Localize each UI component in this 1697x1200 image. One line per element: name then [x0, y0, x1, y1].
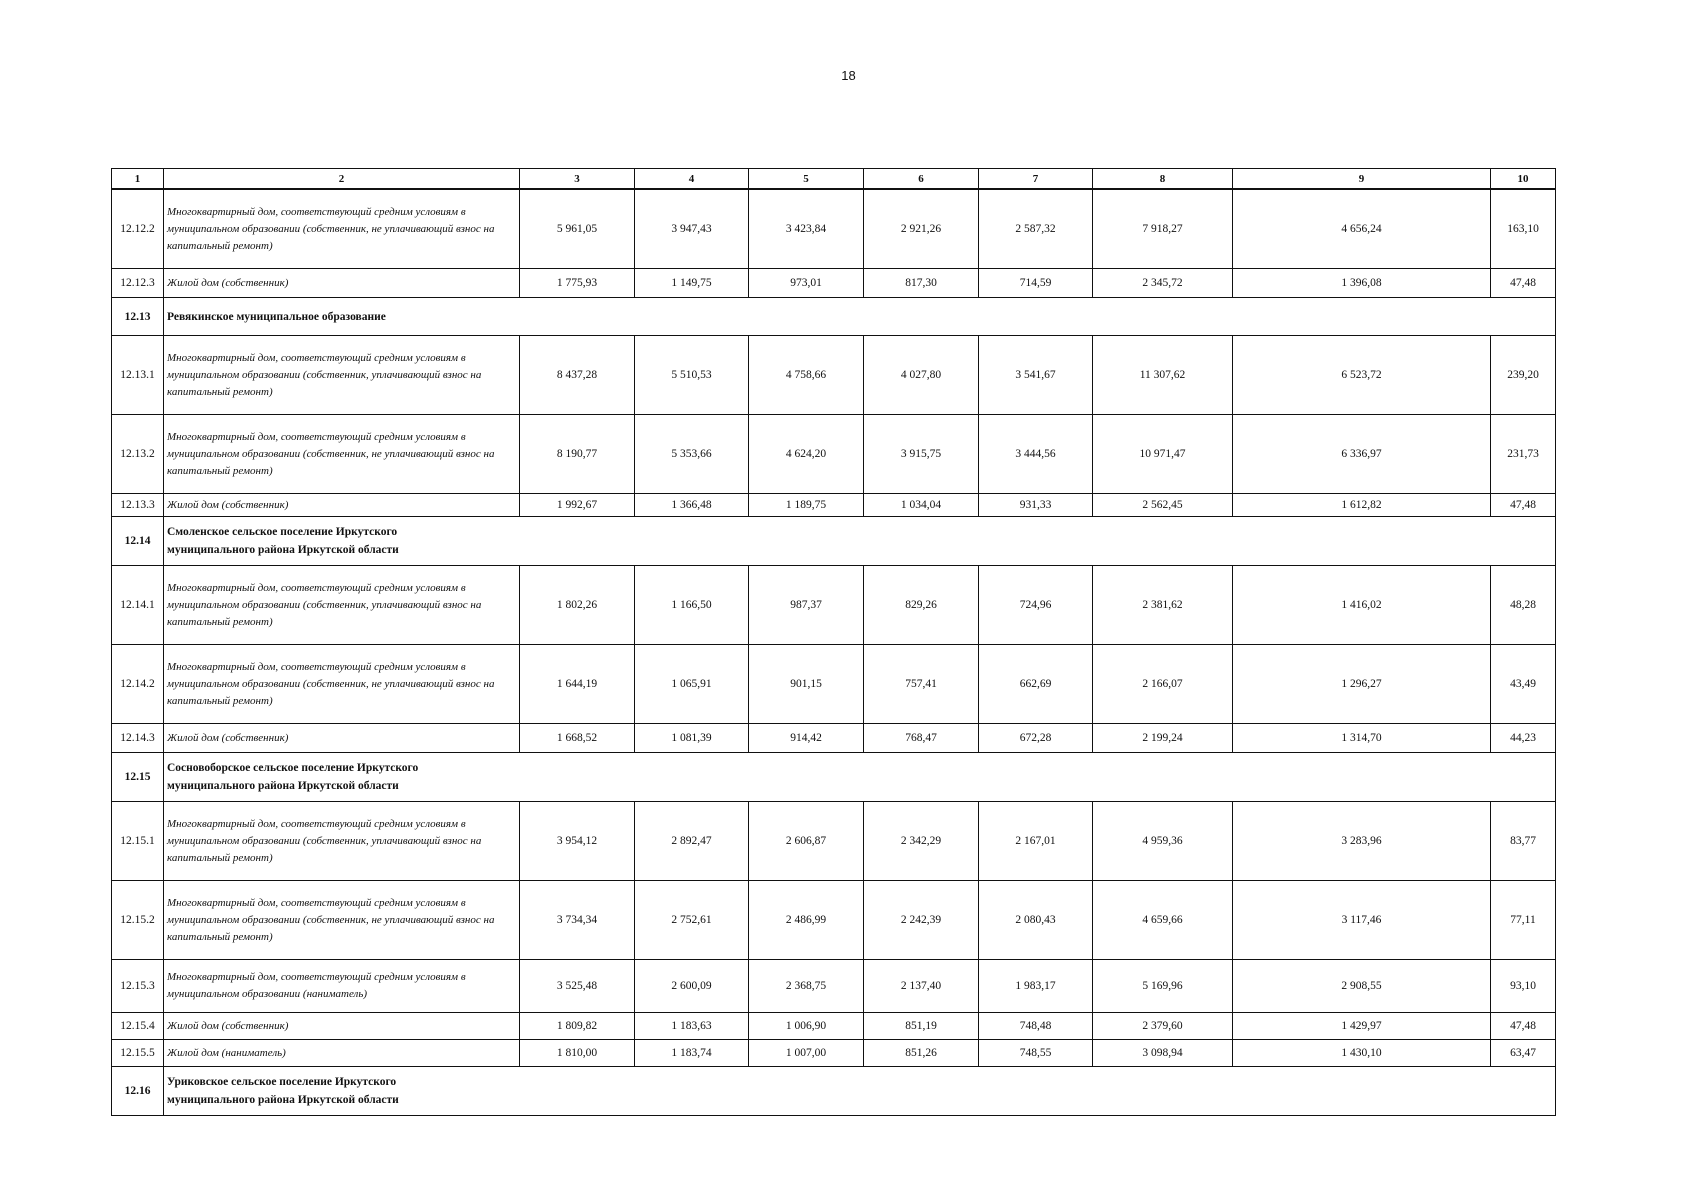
row-name: Многоквартирный дом, соответствующий средним условиям в муниципальном образовании (собственник, не уплачивающий взнос на капитальный ремонт): [164, 645, 520, 724]
cell-value: 662,69: [979, 645, 1093, 724]
section-title: [164, 1067, 1556, 1116]
cell-value: 2 379,60: [1093, 1013, 1233, 1040]
row-code: 12.13.3: [112, 494, 164, 517]
cell-value: 1 296,27: [1233, 645, 1491, 724]
cell-value: 2 600,09: [635, 960, 749, 1013]
cell-value: 44,23: [1491, 724, 1556, 753]
cell-value: 2 486,99: [749, 881, 864, 960]
cell-value: 829,26: [864, 566, 979, 645]
cell-value: 1 166,50: [635, 566, 749, 645]
cell-value: 768,47: [864, 724, 979, 753]
row-code: 12.14.2: [112, 645, 164, 724]
cell-value: 1 081,39: [635, 724, 749, 753]
column-header: 9: [1233, 169, 1491, 190]
table-row: [112, 494, 1556, 517]
cell-value: 231,73: [1491, 415, 1556, 494]
cell-value: 2 199,24: [1093, 724, 1233, 753]
table-row: [112, 645, 1556, 724]
cell-value: 724,96: [979, 566, 1093, 645]
row-name: Жилой дом (собственник): [164, 494, 520, 517]
row-code: 12.13.2: [112, 415, 164, 494]
cell-value: 2 908,55: [1233, 960, 1491, 1013]
cell-value: 1 992,67: [520, 494, 635, 517]
cell-value: 1 034,04: [864, 494, 979, 517]
table-row: [112, 336, 1556, 415]
row-name: Жилой дом (собственник): [164, 269, 520, 298]
cell-value: 2 921,26: [864, 189, 979, 269]
table-row: [112, 269, 1556, 298]
row-code: 12.15.3: [112, 960, 164, 1013]
cell-value: 757,41: [864, 645, 979, 724]
cell-value: 1 007,00: [749, 1040, 864, 1067]
column-header: 5: [749, 169, 864, 190]
cell-value: 748,48: [979, 1013, 1093, 1040]
row-name: Многоквартирный дом, соответствующий средним условиям в муниципальном образовании (собственник, не уплачивающий взнос на капитальный ремонт): [164, 415, 520, 494]
cell-value: 1 668,52: [520, 724, 635, 753]
cell-value: 2 587,32: [979, 189, 1093, 269]
cell-value: 1 396,08: [1233, 269, 1491, 298]
row-name: Жилой дом (собственник): [164, 724, 520, 753]
cell-value: 10 971,47: [1093, 415, 1233, 494]
cell-value: 3 444,56: [979, 415, 1093, 494]
cell-value: 3 098,94: [1093, 1040, 1233, 1067]
row-name: Многоквартирный дом, соответствующий средним условиям в муниципальном образовании (собственник, уплачивающий взнос на капитальный ремонт): [164, 336, 520, 415]
cell-value: 914,42: [749, 724, 864, 753]
column-header: 2: [164, 169, 520, 190]
row-code: 12.12.3: [112, 269, 164, 298]
cell-value: 2 166,07: [1093, 645, 1233, 724]
cell-value: 1 183,74: [635, 1040, 749, 1067]
table-row: [112, 724, 1556, 753]
cell-value: 1 802,26: [520, 566, 635, 645]
cell-value: 4 027,80: [864, 336, 979, 415]
cell-value: 7 918,27: [1093, 189, 1233, 269]
section-row: [112, 1067, 1556, 1116]
cell-value: 1 983,17: [979, 960, 1093, 1013]
section-title-text: Сосновоборское сельское поселение Иркутского муниципального района Иркутской области: [167, 762, 419, 792]
section-title: [164, 753, 1556, 802]
table-row: [112, 881, 1556, 960]
table-row: [112, 415, 1556, 494]
row-name: Многоквартирный дом, соответствующий средним условиям в муниципальном образовании (собственник, уплачивающий взнос на капитальный ремонт): [164, 802, 520, 881]
cell-value: 2 080,43: [979, 881, 1093, 960]
cell-value: 1 189,75: [749, 494, 864, 517]
cell-value: 1 430,10: [1233, 1040, 1491, 1067]
cell-value: 3 423,84: [749, 189, 864, 269]
cell-value: 3 734,34: [520, 881, 635, 960]
cell-value: 47,48: [1491, 269, 1556, 298]
table-row: [112, 1013, 1556, 1040]
cell-value: 672,28: [979, 724, 1093, 753]
cell-value: 47,48: [1491, 1013, 1556, 1040]
cell-value: 817,30: [864, 269, 979, 298]
column-header: 1: [112, 169, 164, 190]
row-code: 12.13.1: [112, 336, 164, 415]
page-number: 18: [841, 68, 856, 83]
table-row: [112, 1040, 1556, 1067]
row-name: Многоквартирный дом, соответствующий средним условиям в муниципальном образовании (собственник, не уплачивающий взнос на капитальный ремонт): [164, 189, 520, 269]
cell-value: 2 167,01: [979, 802, 1093, 881]
row-name: Жилой дом (наниматель): [164, 1040, 520, 1067]
cell-value: 714,59: [979, 269, 1093, 298]
row-code: 12.14.1: [112, 566, 164, 645]
section-title: [164, 517, 1556, 566]
table-row: [112, 802, 1556, 881]
cell-value: 851,19: [864, 1013, 979, 1040]
cell-value: 2 606,87: [749, 802, 864, 881]
cell-value: 2 345,72: [1093, 269, 1233, 298]
section-row: [112, 517, 1556, 566]
column-header: 3: [520, 169, 635, 190]
cell-value: 6 523,72: [1233, 336, 1491, 415]
cell-value: 1 183,63: [635, 1013, 749, 1040]
section-title-text: Смоленское сельское поселение Иркутского муниципального района Иркутской области: [167, 526, 399, 556]
cell-value: 748,55: [979, 1040, 1093, 1067]
section-code: 12.14: [112, 517, 164, 566]
cell-value: 2 137,40: [864, 960, 979, 1013]
section-title-text: Уриковское сельское поселение Иркутского муниципального района Иркутской области: [167, 1076, 399, 1106]
row-code: 12.14.3: [112, 724, 164, 753]
cell-value: 48,28: [1491, 566, 1556, 645]
cell-value: 1 416,02: [1233, 566, 1491, 645]
cell-value: 1 366,48: [635, 494, 749, 517]
section-code: 12.13: [112, 298, 164, 336]
cell-value: 43,49: [1491, 645, 1556, 724]
cell-value: 4 659,66: [1093, 881, 1233, 960]
section-row: [112, 298, 1556, 336]
row-code: 12.15.1: [112, 802, 164, 881]
cell-value: 2 242,39: [864, 881, 979, 960]
cell-value: 931,33: [979, 494, 1093, 517]
row-code: 12.15.2: [112, 881, 164, 960]
row-code: 12.15.4: [112, 1013, 164, 1040]
cell-value: 163,10: [1491, 189, 1556, 269]
cell-value: 5 510,53: [635, 336, 749, 415]
cell-value: 63,47: [1491, 1040, 1556, 1067]
tariff-table: [111, 168, 1556, 1116]
cell-value: 4 959,36: [1093, 802, 1233, 881]
cell-value: 1 809,82: [520, 1013, 635, 1040]
column-header: 6: [864, 169, 979, 190]
cell-value: 973,01: [749, 269, 864, 298]
cell-value: 3 525,48: [520, 960, 635, 1013]
cell-value: 11 307,62: [1093, 336, 1233, 415]
cell-value: 2 752,61: [635, 881, 749, 960]
cell-value: 239,20: [1491, 336, 1556, 415]
cell-value: 93,10: [1491, 960, 1556, 1013]
cell-value: 851,26: [864, 1040, 979, 1067]
cell-value: 83,77: [1491, 802, 1556, 881]
cell-value: 4 624,20: [749, 415, 864, 494]
cell-value: 47,48: [1491, 494, 1556, 517]
cell-value: 2 342,29: [864, 802, 979, 881]
cell-value: 3 915,75: [864, 415, 979, 494]
column-header: 8: [1093, 169, 1233, 190]
column-header: 7: [979, 169, 1093, 190]
section-code: 12.16: [112, 1067, 164, 1116]
cell-value: 1 810,00: [520, 1040, 635, 1067]
header-row: [112, 169, 1556, 190]
table-row: [112, 189, 1556, 269]
cell-value: 1 006,90: [749, 1013, 864, 1040]
cell-value: 2 892,47: [635, 802, 749, 881]
column-header: 4: [635, 169, 749, 190]
cell-value: 1 775,93: [520, 269, 635, 298]
section-code: 12.15: [112, 753, 164, 802]
cell-value: 1 612,82: [1233, 494, 1491, 517]
row-code: 12.12.2: [112, 189, 164, 269]
cell-value: 8 190,77: [520, 415, 635, 494]
table-row: [112, 566, 1556, 645]
cell-value: 987,37: [749, 566, 864, 645]
cell-value: 1 149,75: [635, 269, 749, 298]
section-row: [112, 753, 1556, 802]
cell-value: 1 314,70: [1233, 724, 1491, 753]
cell-value: 6 336,97: [1233, 415, 1491, 494]
cell-value: 3 947,43: [635, 189, 749, 269]
cell-value: 1 065,91: [635, 645, 749, 724]
cell-value: 4 758,66: [749, 336, 864, 415]
section-title: Ревякинское муниципальное образование: [164, 298, 1556, 336]
cell-value: 8 437,28: [520, 336, 635, 415]
cell-value: 5 353,66: [635, 415, 749, 494]
table-row: [112, 960, 1556, 1013]
cell-value: 3 283,96: [1233, 802, 1491, 881]
cell-value: 2 562,45: [1093, 494, 1233, 517]
cell-value: 5 169,96: [1093, 960, 1233, 1013]
cell-value: 3 954,12: [520, 802, 635, 881]
cell-value: 2 368,75: [749, 960, 864, 1013]
row-name: Жилой дом (собственник): [164, 1013, 520, 1040]
cell-value: 1 429,97: [1233, 1013, 1491, 1040]
cell-value: 5 961,05: [520, 189, 635, 269]
cell-value: 3 117,46: [1233, 881, 1491, 960]
row-code: 12.15.5: [112, 1040, 164, 1067]
row-name: Многоквартирный дом, соответствующий средним условиям в муниципальном образовании (собственник, не уплачивающий взнос на капитальный ремонт): [164, 881, 520, 960]
cell-value: 4 656,24: [1233, 189, 1491, 269]
row-name: Многоквартирный дом, соответствующий средним условиям в муниципальном образовании (наниматель): [164, 960, 520, 1013]
cell-value: 901,15: [749, 645, 864, 724]
cell-value: 3 541,67: [979, 336, 1093, 415]
cell-value: 77,11: [1491, 881, 1556, 960]
column-header: 10: [1491, 169, 1556, 190]
cell-value: 1 644,19: [520, 645, 635, 724]
cell-value: 2 381,62: [1093, 566, 1233, 645]
row-name: Многоквартирный дом, соответствующий средним условиям в муниципальном образовании (собственник, уплачивающий взнос на капитальный ремонт): [164, 566, 520, 645]
